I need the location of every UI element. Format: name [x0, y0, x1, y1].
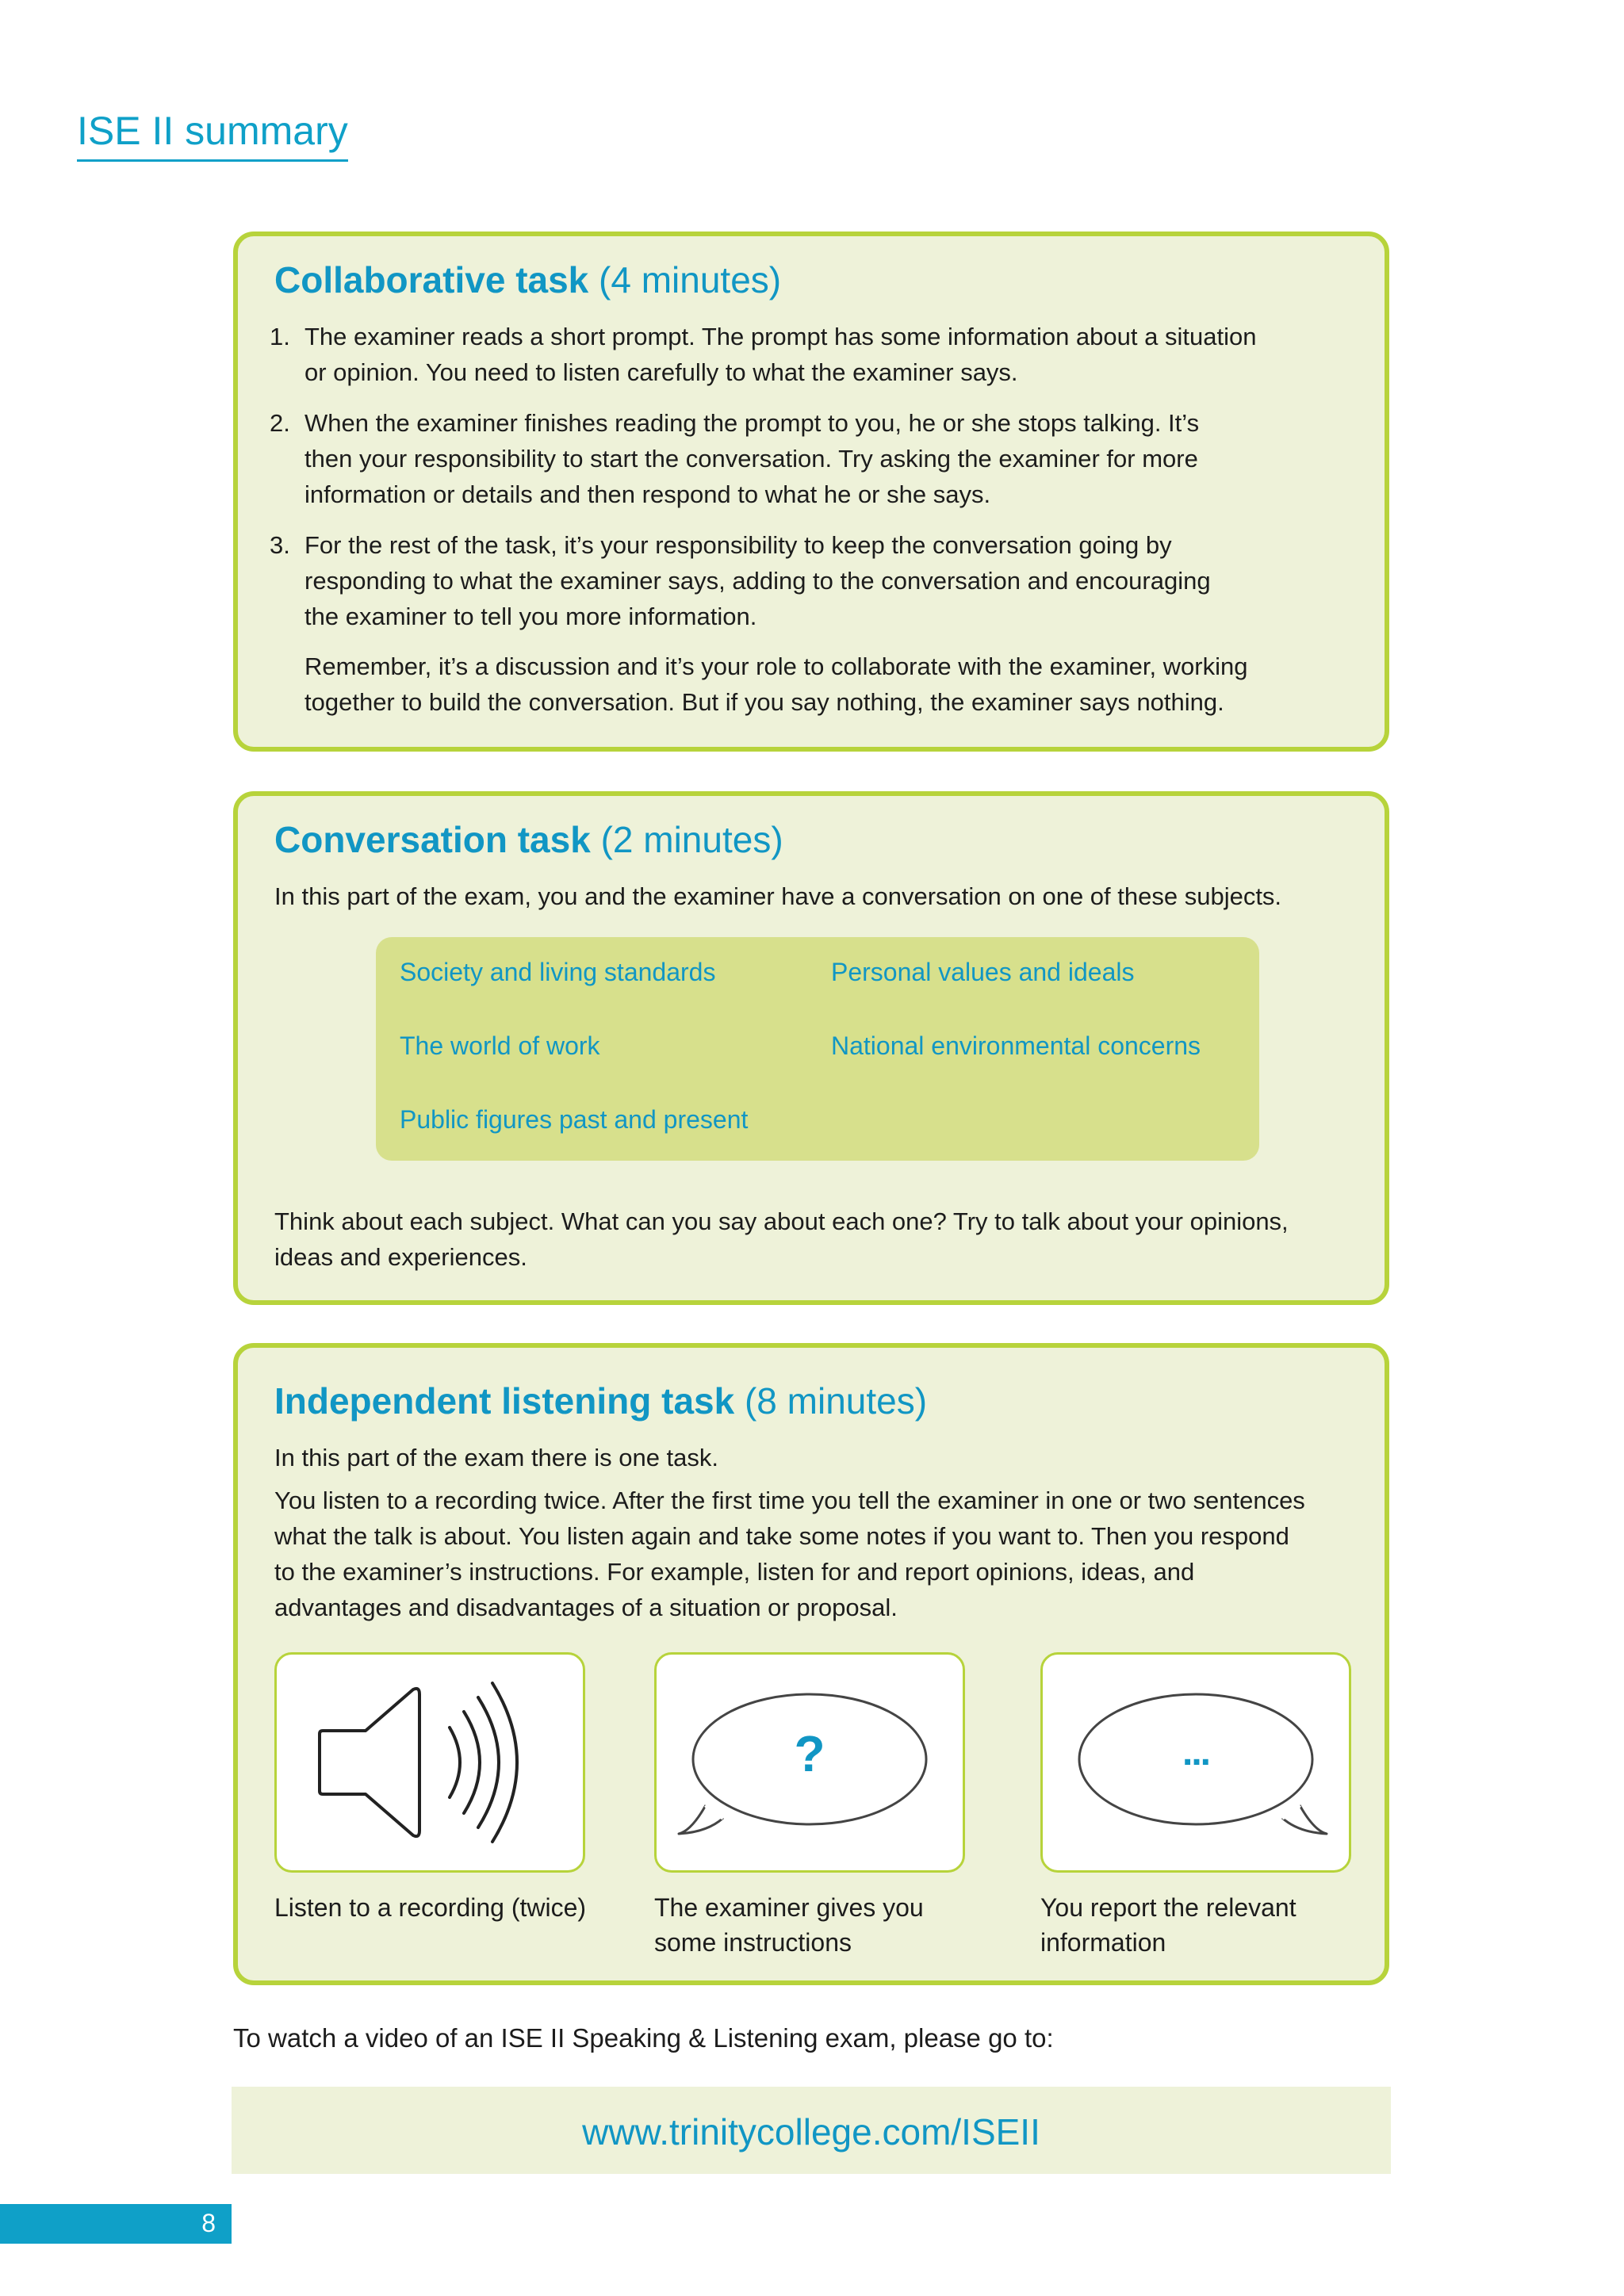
listening-body-line: advantages and disadvantages of a situation or proposal.	[274, 1594, 898, 1621]
video-intro-text: To watch a video of an ISE II Speaking & Listening exam, please go to:	[233, 2023, 1054, 2053]
list-item-line: information or details and then respond to what he or she says.	[304, 480, 991, 508]
caption-line: Listen to a recording (twice)	[274, 1893, 587, 1922]
url-bar	[232, 2087, 1391, 2174]
conversation-title: Conversation task	[274, 819, 591, 860]
listening-duration: (8 minutes)	[744, 1380, 928, 1422]
list-item-line: then your responsibility to start the conversation. Try asking the examiner for more	[304, 445, 1198, 473]
list-number: 1.	[270, 323, 290, 350]
speaker-image-box	[274, 1652, 585, 1873]
panel-title	[274, 258, 781, 302]
collaborative-title: Collaborative task	[274, 259, 589, 300]
remember-line: together to build the conversation. But if you say nothing, the examiner says nothing.	[304, 688, 1224, 716]
collaborative-duration: (4 minutes)	[599, 259, 782, 300]
listening-body-line: to the examiner’s instructions. For example, listen for and report opinions, ideas, and	[274, 1558, 1195, 1586]
list-item-line: The examiner reads a short prompt. The prompt has some information about a situation	[304, 323, 1257, 350]
list-item-line: or opinion. You need to listen carefully to what the examiner says.	[304, 358, 1018, 386]
list-item-line: When the examiner finishes reading the prompt to you, he or she stops talking. It’s	[304, 409, 1200, 437]
page-number: 8	[201, 2209, 216, 2237]
speaker-icon	[277, 1655, 583, 1870]
report-image-box	[1040, 1652, 1351, 1873]
conversation-task-panel	[233, 791, 1389, 1305]
topic-item: National environmental concerns	[831, 1031, 1201, 1060]
caption-line: You report the relevant	[1040, 1893, 1297, 1922]
topic-item: Society and living standards	[400, 958, 716, 986]
caption-line: some instructions	[654, 1928, 852, 1957]
page-heading: ISE II summary	[77, 109, 348, 162]
conversation-duration: (2 minutes)	[600, 819, 783, 860]
collaborative-task-panel	[233, 232, 1389, 752]
conversation-intro: In this part of the exam, you and the examiner have a conversation on one of these subjects.	[274, 882, 1282, 910]
question-symbol: ?	[794, 1725, 825, 1782]
conversation-outro-line: ideas and experiences.	[274, 1243, 527, 1271]
step-caption	[274, 1890, 623, 1925]
caption-line: information	[1040, 1928, 1166, 1957]
step-caption	[654, 1890, 1003, 1960]
video-link[interactable]: www.trinitycollege.com/ISEII	[582, 2111, 1040, 2152]
listening-body-line: You listen to a recording twice. After the first time you tell the examiner in one or two sentences	[274, 1487, 1305, 1514]
caption-line: The examiner gives you	[654, 1893, 924, 1922]
topic-item: Public figures past and present	[400, 1105, 749, 1134]
step-caption	[1040, 1890, 1389, 1960]
remember-line: Remember, it’s a discussion and it’s your role to collaborate with the examiner, working	[304, 652, 1248, 680]
list-item-line: the examiner to tell you more information.	[304, 603, 757, 630]
topic-item: The world of work	[400, 1031, 600, 1060]
listening-intro: In this part of the exam there is one task.	[274, 1444, 719, 1471]
topic-list	[376, 937, 1259, 1161]
panel-title	[274, 1380, 927, 1423]
ellipsis-symbol: ...	[1182, 1732, 1209, 1774]
listening-body-line: what the talk is about. You listen again and take some notes if you want to. Then you respond	[274, 1522, 1289, 1550]
panel-title	[274, 818, 783, 862]
list-item-line: responding to what the examiner says, adding to the conversation and encouraging	[304, 567, 1211, 595]
conversation-outro-line: Think about each subject. What can you say about each one? Try to talk about your opinions,	[274, 1207, 1289, 1235]
listening-task-panel	[233, 1343, 1389, 1985]
list-item-line: For the rest of the task, it’s your responsibility to keep the conversation going by	[304, 531, 1172, 559]
question-image-box	[654, 1652, 965, 1873]
listening-title: Independent listening task	[274, 1380, 735, 1422]
page-number-bar	[0, 2204, 232, 2244]
topic-item: Personal values and ideals	[831, 958, 1135, 986]
list-number: 2.	[270, 409, 290, 437]
list-number: 3.	[270, 531, 290, 559]
